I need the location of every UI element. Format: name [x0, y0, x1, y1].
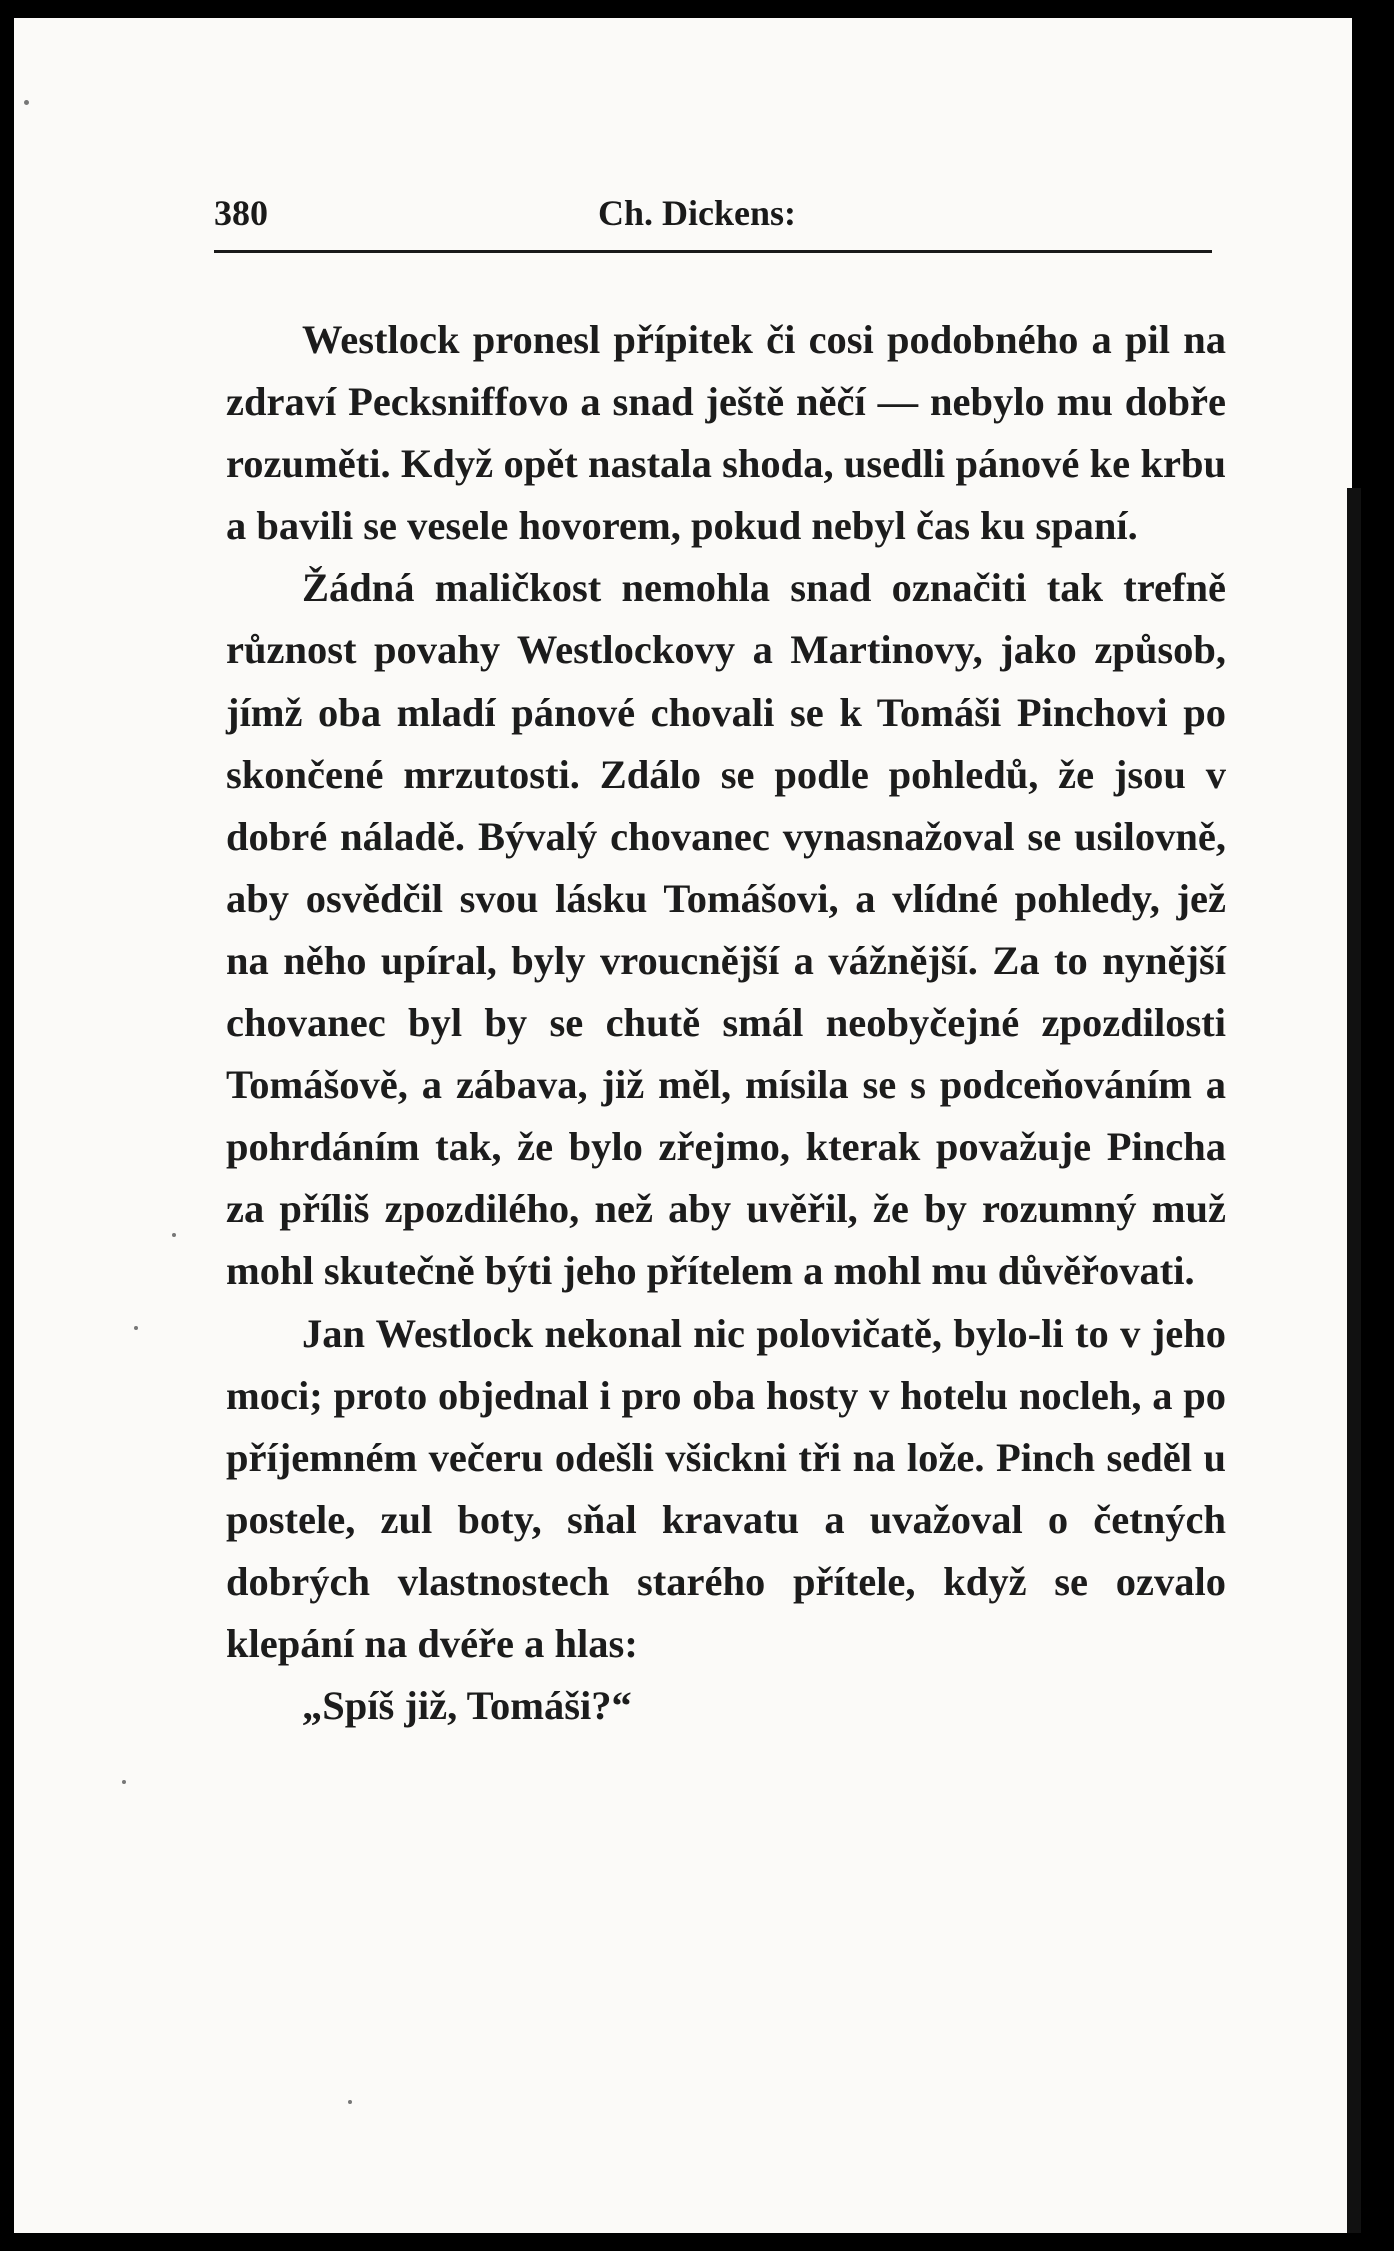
print-speck [348, 2100, 352, 2104]
paragraph: Jan Westlock nekonal nic polovičatě, bylo-li to v jeho moci; proto objednal i pro oba hosty v hotelu nocleh, a po příjemném večeru odešli všickni tři na lože. Pinch seděl u postele, zul boty, sňal kravatu a uvažoval o četných dobrých vlastnostech starého přítele, když se ozvalo klepání na dvéře a hlas: [226, 1310, 1226, 1666]
print-speck [134, 1326, 138, 1330]
page-edge-shadow [1347, 488, 1361, 2233]
paragraph: Žádná maličkost nemohla snad označiti tak trefně různost povahy Westlockovy a Martinovy, jako způsob, jímž oba mladí pánové chovali se k Tomáši Pinchovi po skončené mrzutosti. Zdálo se podle pohledů, že jsou v dobré náladě. Bývalý chovanec vynasnažoval se usilovně, aby osvědčil svou lásku Tomášovi, a vlídné pohledy, jež na něho upíral, byly vroucnější a vážnější. Za to nynější chovanec byl by se chutě smál neobyčejné zpozdilosti Tomášově, a zábava, již měl, mísila se s podceňováním a pohrdáním tak, že bylo zřejmo, kterak považuje Pincha za příliš zpozdilého, než aby uvěřil, že by rozumný muž mohl skutečně býti jeho přítelem a mohl mu důvěřovati. [226, 565, 1226, 1294]
page-number: 380 [214, 193, 268, 233]
print-speck [172, 1233, 176, 1237]
print-speck [24, 100, 29, 105]
body-text [226, 309, 1226, 1737]
book-page [14, 18, 1352, 2233]
running-head [214, 192, 1212, 244]
header-rule [214, 250, 1212, 253]
paragraph: „Spíš již, Tomáši?“ [302, 1683, 632, 1729]
running-title: Ch. Dickens: [598, 193, 797, 233]
print-speck [122, 1780, 126, 1784]
paragraph: Westlock pronesl přípitek či cosi podobného a pil na zdraví Pecksniffovo a snad ještě něčí — nebylo mu dobře rozuměti. Když opět nastala shoda, usedli pánové ke krbu a bavili se vesele hovorem, pokud nebyl čas ku spaní. [226, 317, 1226, 549]
